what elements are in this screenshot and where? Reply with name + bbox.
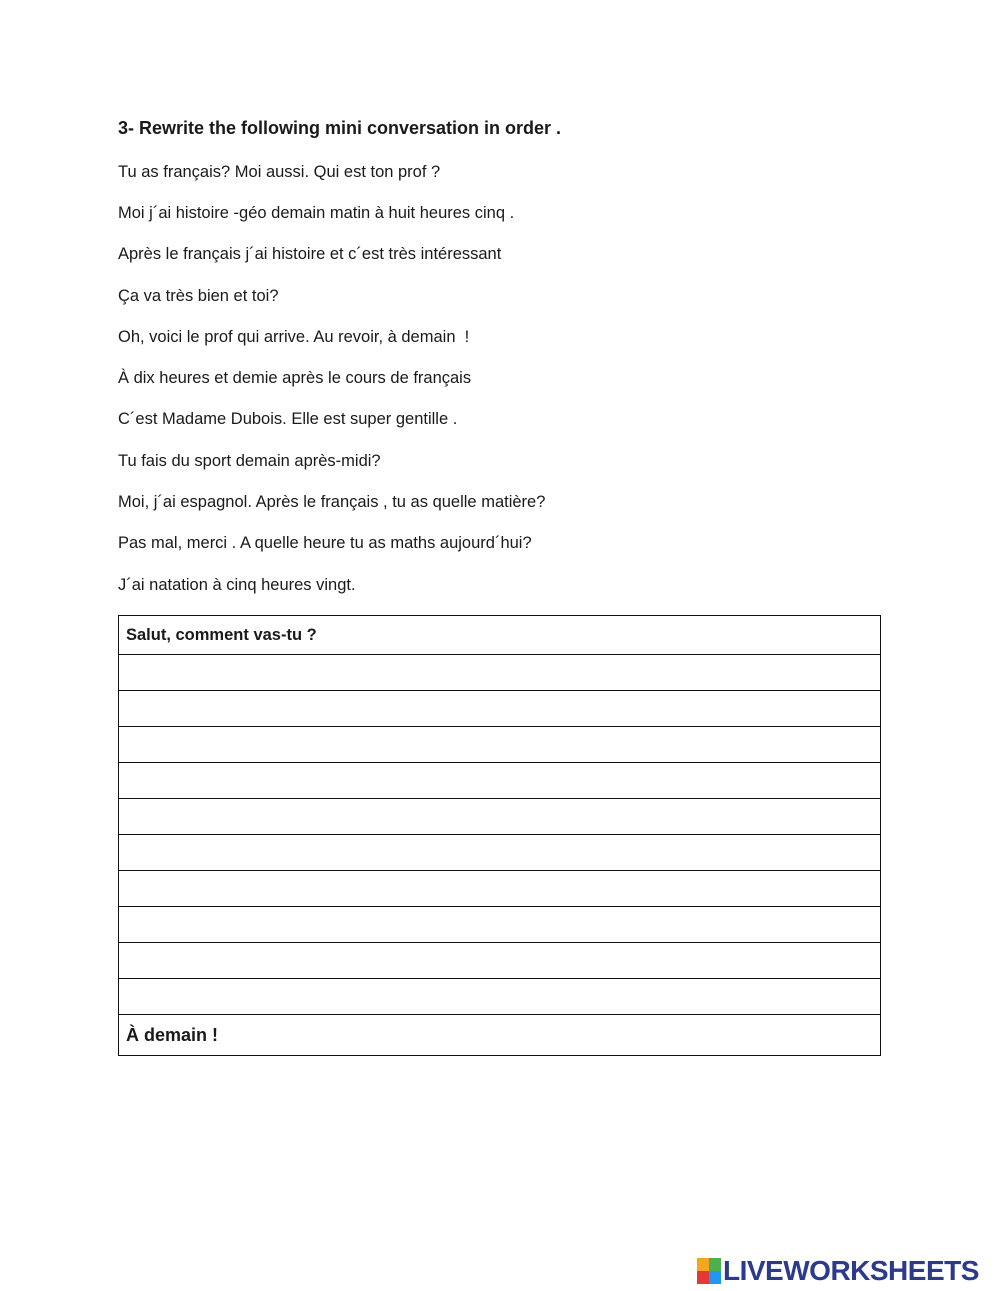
table-row bbox=[119, 943, 881, 979]
answer-last-line: À demain ! bbox=[119, 1015, 881, 1056]
liveworksheets-logo bbox=[697, 1257, 979, 1285]
sentence-3: Après le français j´ai histoire et c´est très intéressant bbox=[118, 245, 502, 263]
sentence-10: Pas mal, merci . A quelle heure tu as maths aujourd´hui? bbox=[118, 534, 532, 552]
answer-table bbox=[118, 615, 881, 1056]
table-row bbox=[119, 835, 881, 871]
answer-field-8[interactable] bbox=[119, 907, 881, 943]
sentence-7: C´est Madame Dubois. Elle est super gentille . bbox=[118, 410, 458, 428]
table-row bbox=[119, 727, 881, 763]
answer-field-1[interactable] bbox=[119, 655, 881, 691]
answer-first-line: Salut, comment vas-tu ? bbox=[119, 616, 881, 655]
sentence-1: Tu as français? Moi aussi. Qui est ton prof ? bbox=[118, 163, 441, 181]
answer-field-4[interactable] bbox=[119, 763, 881, 799]
table-row bbox=[119, 907, 881, 943]
logo-block-1 bbox=[697, 1258, 709, 1271]
sentence-5: Oh, voici le prof qui arrive. Au revoir, à demain ! bbox=[118, 328, 470, 346]
answer-field-9[interactable] bbox=[119, 943, 881, 979]
logo-blocks-icon bbox=[697, 1258, 721, 1284]
table-row bbox=[119, 871, 881, 907]
sentence-4: Ça va très bien et toi? bbox=[118, 287, 279, 305]
sentence-9: Moi, j´ai espagnol. Après le français , tu as quelle matière? bbox=[118, 493, 546, 511]
logo-block-2 bbox=[709, 1258, 721, 1271]
logo-block-4 bbox=[709, 1271, 721, 1284]
logo-text: LIVEWORKSHEETS bbox=[723, 1255, 979, 1286]
table-row bbox=[119, 979, 881, 1015]
table-row bbox=[119, 691, 881, 727]
sentence-11: J´ai natation à cinq heures vingt. bbox=[118, 576, 356, 594]
answer-field-6[interactable] bbox=[119, 835, 881, 871]
answer-field-5[interactable] bbox=[119, 799, 881, 835]
table-row bbox=[119, 763, 881, 799]
sentence-8: Tu fais du sport demain après-midi? bbox=[118, 452, 381, 470]
sentence-2: Moi j´ai histoire -géo demain matin à huit heures cinq . bbox=[118, 204, 515, 222]
answer-field-10[interactable] bbox=[119, 979, 881, 1015]
answer-field-3[interactable] bbox=[119, 727, 881, 763]
sentence-6: À dix heures et demie après le cours de français bbox=[118, 369, 472, 387]
answer-field-7[interactable] bbox=[119, 871, 881, 907]
logo-block-3 bbox=[697, 1271, 709, 1284]
table-row bbox=[119, 1015, 881, 1056]
table-row bbox=[119, 799, 881, 835]
table-row bbox=[119, 616, 881, 655]
table-row bbox=[119, 655, 881, 691]
exercise-heading: 3- Rewrite the following mini conversation in order . bbox=[118, 118, 562, 138]
answer-field-2[interactable] bbox=[119, 691, 881, 727]
